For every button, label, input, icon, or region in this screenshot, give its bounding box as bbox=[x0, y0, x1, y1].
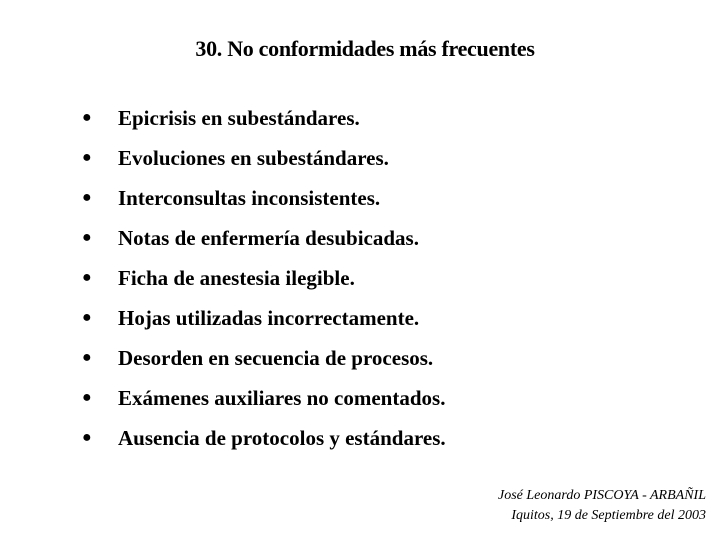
bullet-text: Ausencia de protocolos y estándares. bbox=[118, 426, 446, 450]
slide-title: 30. No conformidades más frecuentes bbox=[195, 36, 535, 61]
bullet-text: Epicrisis en subestándares. bbox=[118, 106, 360, 130]
footer-place-date: Iquitos, 19 de Septiembre del 2003 bbox=[511, 508, 706, 523]
bullet-text: Exámenes auxiliares no comentados. bbox=[118, 386, 446, 410]
bullet-text: Desorden en secuencia de procesos. bbox=[118, 346, 434, 370]
list-item bbox=[82, 178, 446, 218]
list-item bbox=[82, 138, 446, 178]
footer-author: José Leonardo PISCOYA - ARBAÑIL bbox=[498, 488, 706, 503]
bullet-text: Hojas utilizadas incorrectamente. bbox=[118, 306, 420, 330]
list-item bbox=[82, 258, 446, 298]
bullet-icon: ● bbox=[82, 389, 92, 406]
bullet-icon: ● bbox=[82, 269, 92, 286]
list-item bbox=[82, 418, 446, 458]
bullet-list bbox=[82, 98, 446, 458]
list-item bbox=[82, 378, 446, 418]
bullet-icon: ● bbox=[82, 429, 92, 446]
list-item bbox=[82, 298, 446, 338]
bullet-icon: ● bbox=[82, 109, 92, 126]
footer-credits bbox=[498, 486, 706, 526]
bullet-text: Interconsultas inconsistentes. bbox=[118, 186, 381, 210]
list-item bbox=[82, 218, 446, 258]
bullet-text: Notas de enfermería desubicadas. bbox=[118, 226, 419, 250]
bullet-icon: ● bbox=[82, 189, 92, 206]
bullet-icon: ● bbox=[82, 229, 92, 246]
bullet-icon: ● bbox=[82, 309, 92, 326]
bullet-text: Evoluciones en subestándares. bbox=[118, 146, 389, 170]
list-item bbox=[82, 338, 446, 378]
list-item bbox=[82, 98, 446, 138]
bullet-icon: ● bbox=[82, 349, 92, 366]
bullet-icon: ● bbox=[82, 149, 92, 166]
bullet-text: Ficha de anestesia ilegible. bbox=[118, 266, 355, 290]
